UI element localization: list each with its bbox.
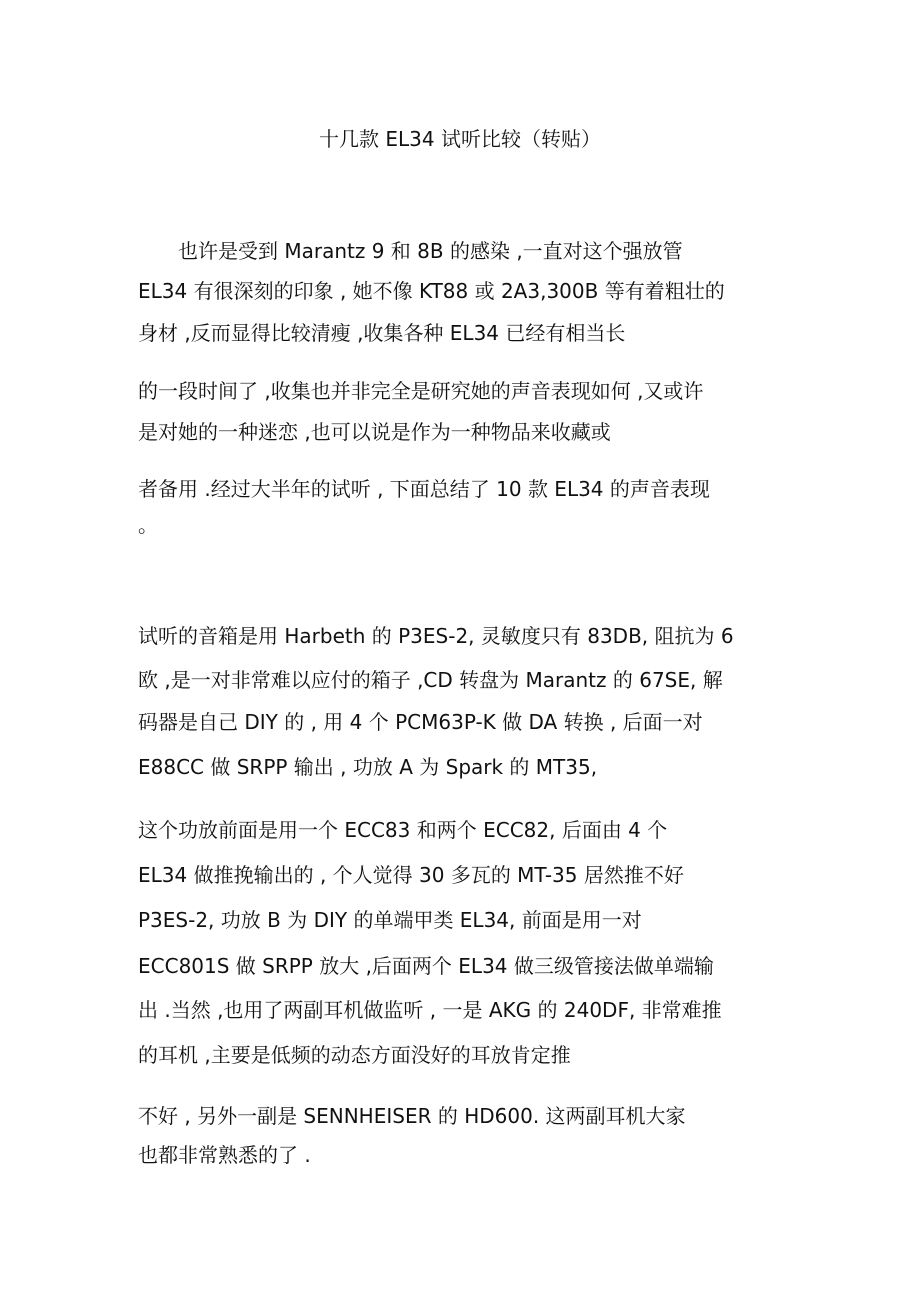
paragraph-line: 也都非常熟悉的了 . [138, 1143, 311, 1167]
paragraph-line: P3ES-2, 功放 B 为 DIY 的单端甲类 EL34, 前面是用一对 [138, 908, 642, 932]
paragraph-line: 试听的音箱是用 Harbeth 的 P3ES-2, 灵敏度只有 83DB, 阻抗为 6 [138, 624, 734, 648]
paragraph-line: EL34 做推挽输出的 , 个人觉得 30 多瓦的 MT-35 居然推不好 [138, 863, 684, 887]
paragraph-line: 者备用 .经过大半年的试听 , 下面总结了 10 款 EL34 的声音表现 [138, 477, 710, 501]
paragraph-line: 这个功放前面是用一个 ECC83 和两个 ECC82, 后面由 4 个 [138, 818, 668, 842]
paragraph-line: EL34 有很深刻的印象 , 她不像 KT88 或 2A3,300B 等有着粗壮的 [138, 279, 725, 303]
paragraph-line: 是对她的一种迷恋 ,也可以说是作为一种物品来收藏或 [138, 420, 611, 444]
paragraph-line: 身材 ,反而显得比较清瘦 ,收集各种 EL34 已经有相当长 [138, 321, 626, 345]
paragraph-line: 的耳机 ,主要是低频的动态方面没好的耳放肯定推 [138, 1043, 571, 1067]
paragraph-line: 出 .当然 ,也用了两副耳机做监听 , 一是 AKG 的 240DF, 非常难推 [138, 998, 722, 1022]
paragraph-line: 不好 , 另外一副是 SENNHEISER 的 HD600. 这两副耳机大家 [138, 1104, 686, 1128]
document-title: 十几款 EL34 试听比较（转贴） [319, 127, 601, 151]
paragraph-line: ECC801S 做 SRPP 放大 ,后面两个 EL34 做三级管接法做单端输 [138, 954, 714, 978]
paragraph-line: 也许是受到 Marantz 9 和 8B 的感染 ,一直对这个强放管 [138, 239, 683, 263]
paragraph-line: 。 [138, 513, 158, 537]
paragraph-line: 码器是自己 DIY 的 , 用 4 个 PCM63P-K 做 DA 转换 , 后面一对 [138, 710, 703, 734]
paragraph-line: 的一段时间了 ,收集也并非完全是研究她的声音表现如何 ,又或许 [138, 379, 704, 403]
paragraph-line: 欧 ,是一对非常难以应付的箱子 ,CD 转盘为 Marantz 的 67SE, 解 [138, 668, 723, 692]
paragraph-line: E88CC 做 SRPP 输出 , 功放 A 为 Spark 的 MT35, [138, 755, 598, 779]
